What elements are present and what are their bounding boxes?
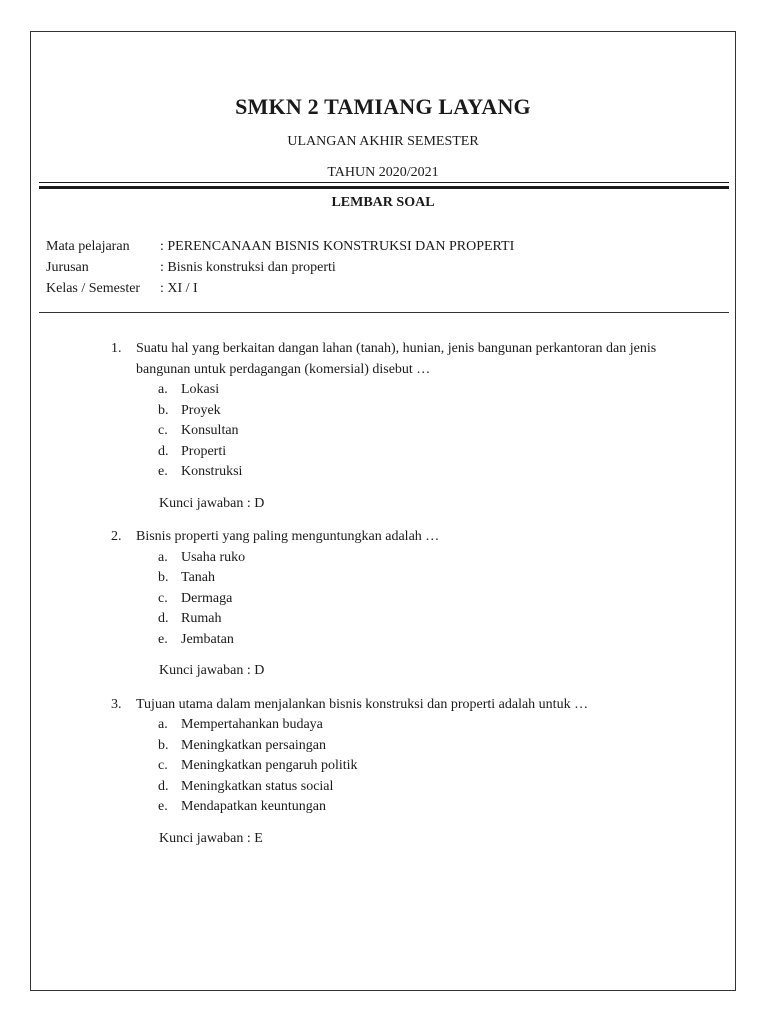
answer-key: Kunci jawaban : E <box>159 830 263 846</box>
option-text: Dermaga <box>181 590 233 606</box>
option-text: Konsultan <box>181 423 239 438</box>
question-2 <box>111 527 691 682</box>
question-3 <box>111 695 691 850</box>
option-letter: b. <box>158 570 169 585</box>
option-text: Meningkatkan status social <box>181 778 334 794</box>
option-text: Mempertahankan budaya <box>181 717 323 732</box>
sheet-title: LEMBAR SOAL <box>331 195 435 210</box>
option-letter: b. <box>158 402 169 418</box>
option-list <box>111 715 691 818</box>
option-letter: e. <box>158 631 168 647</box>
option-text: Meningkatkan persaingan <box>181 737 327 753</box>
info-value: : PERENCANAAN BISNIS KONSTRUKSI DAN PROPERTI <box>160 239 515 254</box>
question-1 <box>111 339 691 514</box>
option-text: Mendapatkan keuntungan <box>181 799 327 814</box>
info-value: : Bisnis konstruksi dan properti <box>160 260 336 275</box>
option-c <box>158 589 691 610</box>
option-text: Lokasi <box>181 382 220 397</box>
option-letter: a. <box>158 717 168 732</box>
info-label: Jurusan <box>46 260 89 275</box>
option-letter: c. <box>158 590 168 606</box>
section-divider <box>39 312 729 313</box>
option-e <box>158 797 691 818</box>
option-text: Proyek <box>181 402 221 418</box>
option-a <box>158 548 691 569</box>
option-letter: a. <box>158 549 168 565</box>
question-stem <box>111 695 691 716</box>
option-letter: e. <box>158 464 168 479</box>
question-list <box>111 339 691 862</box>
info-label: Kelas / Semester <box>46 281 141 296</box>
option-b <box>158 568 691 589</box>
option-a <box>158 715 691 736</box>
option-list <box>111 380 691 483</box>
option-letter: e. <box>158 799 168 814</box>
answer-key: Kunci jawaban : D <box>159 495 265 511</box>
question-number: 2. <box>111 529 122 544</box>
academic-year: TAHUN 2020/2021 <box>327 165 439 180</box>
option-d <box>158 442 691 463</box>
option-c <box>158 756 691 777</box>
question-text: Tujuan utama dalam menjalankan bisnis konstruksi dan properti adalah untuk … <box>136 696 589 712</box>
question-stem <box>111 527 691 548</box>
option-letter: b. <box>158 737 169 753</box>
option-text: Usaha ruko <box>181 549 246 565</box>
option-letter: d. <box>158 443 169 459</box>
header-divider-thick <box>39 186 729 189</box>
option-text: Konstruksi <box>181 464 243 479</box>
option-letter: c. <box>158 423 168 438</box>
option-list <box>111 548 691 651</box>
option-text: Tanah <box>181 570 216 585</box>
info-label: Mata pelajaran <box>46 239 130 254</box>
option-b <box>158 736 691 757</box>
option-text: Rumah <box>181 611 222 626</box>
option-e <box>158 630 691 651</box>
question-text: Suatu hal yang berkaitan dangan lahan (tanah), hunian, jenis bangunan perkantoran dan jenis bangunan untuk perdagangan (komersial) disebut … <box>136 341 657 377</box>
answer-key: Kunci jawaban : D <box>159 663 265 678</box>
info-value: : XI / I <box>160 281 198 296</box>
info-row-class-semester <box>46 278 514 299</box>
option-letter: a. <box>158 382 168 397</box>
info-row-major <box>46 257 514 278</box>
exam-info <box>46 236 514 299</box>
option-d <box>158 609 691 630</box>
option-letter: c. <box>158 758 168 773</box>
option-text: Properti <box>181 443 227 459</box>
question-text: Bisnis properti yang paling menguntungkan adalah … <box>136 529 440 544</box>
document-page <box>30 31 736 991</box>
option-d <box>158 777 691 798</box>
question-number: 1. <box>111 341 122 356</box>
exam-title: ULANGAN AKHIR SEMESTER <box>287 134 479 149</box>
option-letter: d. <box>158 778 169 794</box>
option-text: Jembatan <box>181 631 234 647</box>
option-b <box>158 401 691 422</box>
option-c <box>158 421 691 442</box>
option-letter: d. <box>158 611 169 626</box>
info-row-subject <box>46 236 514 257</box>
option-text: Meningkatkan pengaruh politik <box>181 758 358 773</box>
option-a <box>158 380 691 401</box>
option-e <box>158 462 691 483</box>
header-divider-thin <box>39 182 729 183</box>
question-number: 3. <box>111 696 122 712</box>
question-stem <box>111 339 691 380</box>
school-name: SMKN 2 TAMIANG LAYANG <box>235 94 531 119</box>
